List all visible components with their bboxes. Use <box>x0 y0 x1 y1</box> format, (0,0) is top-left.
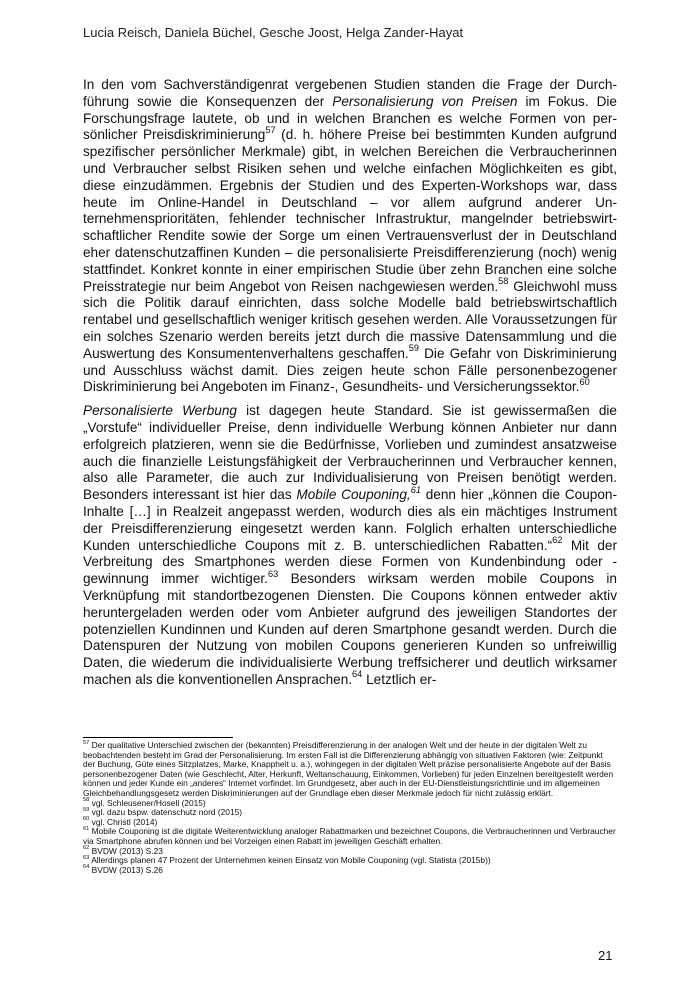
page-number: 21 <box>598 948 613 963</box>
footnote-ref-58[interactable]: 58 <box>498 276 509 287</box>
footnote-60: $^{60}$ vgl. Christl (2014) <box>83 816 158 827</box>
footnote-ref-60[interactable]: 60 <box>579 376 590 387</box>
emphasis: Personalisierte Werbung <box>83 403 237 419</box>
footnote-59: $^{59}$ vgl. dazu bspw. datenschutz nord (2015) <box>83 806 243 818</box>
footnote-64: $^{64}$ BVDW (2013) S.26 <box>83 864 163 875</box>
emphasis: Mobile Couponing, <box>296 487 411 503</box>
running-header: Lucia Reisch, Daniela Büchel, Gesche Joost, Helga Zander-Hayat <box>83 25 464 40</box>
paragraph-1: In den vom Sachverständigenrat vergebenen Studien standen die Frage der Durchführung sowie die Konsequenzen der Personalisierung von Preisen im Fokus. Die Forschungsfrage lautete, ob und in welchen Branchen es welche Formen von persönlicher Preisdiskriminierung$^{57}$ (d. h. höhere Preise bei bestimmten Kunden aufgrund spezifischer persönlicher Merkmale) gibt, in welchen Bereichen die Verbraucherinnen und Verbraucher selbst Risiken sehen und welche einfachen Möglichkeiten es gibt, diese einzudämmen. Ergebnis der Studien und des Experten-Workshops war, dass heute im Online-Handel in Deutschland – vor allem aufgrund anderer Unternehmensprioritäten, fehlender technischer Infrastruktur, mangelnder betriebswirtschaftlicher Rendite sowie der Sorge um einen Vertrauensverlust der in Deutschland eher datenschutzaffinen Kunden – die personalisierte Preisdifferenzierung (noch) wenig stattfindet. Konkret konnte in einer empirischen Studie über zehn Branchen eine solche Preisstrategie nur beim Angebot von Reisen nachgewiesen werden.$^{58}$ Gleichwohl muss sich die Politik darauf einrichten, dass solche Modelle bald betriebswirtschaftlich rentabel und gesellschaftlich weniger kritisch gesehen werden. Alle Voraussetzungen für ein solches Szenario werden bereits jetzt durch die massive Datensammlung und die Auswertung des Konsumentenverhaltens geschaffen.$^{59}$ Die Gefahr von Diskriminierung und Ausschluss wächst damit. Dies zeigen heute schon Fälle personenbezogener Diskriminierung bei Angeboten im Finanz-, Gesundheits- und Versicherungssektor.$^{60}$ <box>83 77 617 395</box>
footnote-63: $^{63}$ Allerdings planen 47 Prozent der Unternehmen keinen Einsatz von Mobile Couponing (vgl. Statista (2015b)) <box>83 854 491 866</box>
paragraph-2: Personalisierte Werbung ist dagegen heute Standard. Sie ist gewissermaßen die „Vorstufe“ individueller Preise, denn individuelle Werbung können Anbieter nur dann erfolgreich platzieren, wenn sie die Bedürfnisse, Vorlieben und zumindest ansatzweise auch die finanzielle Leistungsfähigkeit der Verbraucherinnen und Verbraucher kennen, also alle Parameter, die auch zur Individualisierung von Preisen benötigt werden. Besonders interessant ist hier das Mobile Couponing,$^{61}$ denn hier „können die Coupon-Inhalte […] in Realzeit angepasst werden, wodurch dies als ein mächtiges Instrument der Preisdifferenzierung eingesetzt werden kann. Folglich erhalten unterschiedliche Kunden unterschiedliche Coupons mit z. B. unterschiedlichen Rabatten.“$^{62}$ Mit der Verbreitung des Smartphones werden diese Formen von Kundenbindung oder -gewinnung immer wichtiger.$^{63}$ Besonders wirksam werden mobile Coupons in Verknüpfung mit standortbezogenen Diensten. Die Coupons können entweder aktiv heruntergeladen werden oder vom Anbieter aufgrund des jeweiligen Standortes der potenziellen Kundinnen und Kunden auf deren Smartphone gesandt werden. Durch die Datenspuren der Nutzung von mobilen Coupons generieren Kunden so unfreiwillig Daten, die wiederum die individualisierte Werbung treffsicherer und deutlich wirksamer machen als die konventionellen Ansprachen.$^{64}$ Letztlich er- <box>83 403 618 687</box>
footnote-61: $^{61}$ Mobile Couponing ist die digitale Weiterentwicklung analoger Rabattmarken und bezeichnet Coupons, die Verbraucherinnen und Verbraucher via Smartphone abrufen können und bei Vorzeigen einen Rabatt im jeweiligen Geschäft erhalten. <box>83 825 616 846</box>
footnotes <box>83 737 617 875</box>
footnote-ref-57[interactable]: 57 <box>265 124 276 135</box>
main-text <box>83 77 617 696</box>
footnote-ref-62[interactable]: 62 <box>552 535 563 546</box>
emphasis: Personalisierung von Preisen <box>332 93 518 109</box>
footnote-58: $^{58}$ vgl. Schleusener/Hosell (2015) <box>83 797 206 808</box>
footnote-57: $^{57}$ Der qualitative Unterschied zwischen der (bekannten) Preisdifferenzierung in der analogen Welt und der heute in der digitalen Welt zu beobachtenden besteht im Grad der Personalisierung. Im ersten Fall ist die Differenzierung abhängig von situativen Faktoren (wie: Zeitpunkt der Buchung, Güte eines Sitzplatzes, Marke, Knappheit u. a.), wohingegen in der digitalen Welt präzise personalisierte Angebote auf der Basis personenbezogener Daten (wie Geschlecht, Alter, Herkunft, Weltanschauung, Einkommen, Vorlieben) für jeden Einzelnen bereitgestellt werden können und jeder Kunde ein „anderes“ Internet vorfindet. Im Grundgesetz, aber auch in der EU-Dienstleistungsrichtlinie und im allgemeinen Gleichbehandlungsgesetz werden Diskriminierungen auf der Grundlage eben dieser Merkmale jedoch für nicht zulässig erklärt. <box>83 739 614 798</box>
footnote-ref-64[interactable]: 64 <box>352 669 363 680</box>
footnote-ref-59[interactable]: 59 <box>408 343 419 354</box>
footnote-ref-63[interactable]: 63 <box>267 568 279 579</box>
footnote-62: $^{62}$ BVDW (2013) S.23 <box>83 845 163 856</box>
footnote-ref-61[interactable]: 61 <box>410 484 421 495</box>
footnote-divider <box>83 737 233 738</box>
